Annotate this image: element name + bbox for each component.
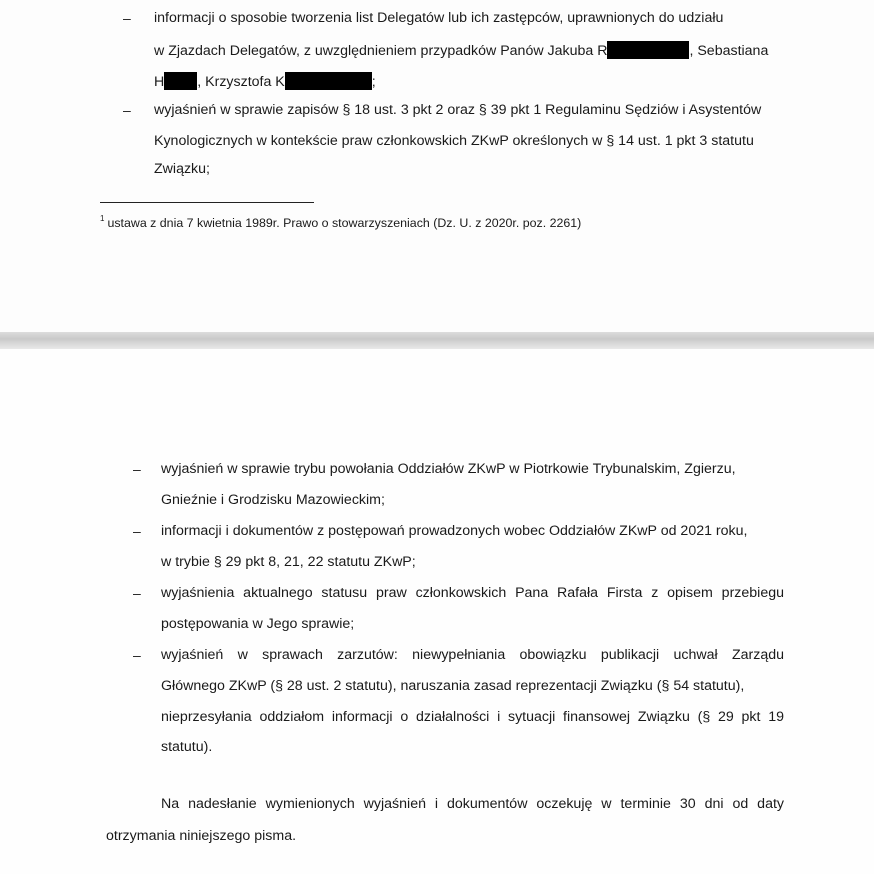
page-gap: [0, 332, 874, 349]
bullet-dash: –: [123, 102, 131, 118]
bullet-dash: –: [133, 647, 141, 663]
text-line: informacji i dokumentów z postępowań prowadzonych wobec Oddziałów ZKwP od 2021 roku,: [161, 523, 748, 539]
text-line: informacji o sposobie tworzenia list Delegatów lub ich zastępców, uprawnionych do udziału: [154, 10, 724, 26]
text-line: Głównego ZKwP (§ 28 ust. 2 statutu), naruszania zasad reprezentacji Związku (§ 54 statutu),: [161, 678, 745, 694]
redaction-block: [607, 41, 689, 59]
text-line: postępowania w Jego sprawie;: [161, 616, 355, 632]
text-line: Kynologicznych w kontekście praw członkowskich ZKwP określonych w § 14 ust. 1 pkt 3 statutu: [154, 133, 754, 149]
text-line: wyjaśnień w sprawach zarzutów: niewypełniania obowiązku publikacji uchwał Zarządu: [161, 647, 784, 663]
redaction-block: [285, 72, 372, 90]
closing-paragraph-line: otrzymania niniejszego pisma.: [106, 828, 297, 844]
text-line: wyjaśnień w sprawie trybu powołania Oddziałów ZKwP w Piotrkowie Trybunalskim, Zgierzu,: [161, 461, 736, 477]
closing-paragraph-line: Na nadesłanie wymienionych wyjaśnień i dokumentów oczekuję w terminie 30 dni od daty: [161, 796, 784, 812]
footnote-text: ustawa z dnia 7 kwietnia 1989r. Prawo o stowarzyszeniach (Dz. U. z 2020r. poz. 2261): [107, 216, 582, 230]
bullet-dash: –: [133, 461, 141, 477]
text-line: wyjaśnienia aktualnego statusu praw członkowskich Pana Rafała Firsta z opisem przebiegu: [161, 585, 784, 601]
footnote: [100, 214, 581, 230]
text-line: wyjaśnień w sprawie zapisów § 18 ust. 3 pkt 2 oraz § 39 pkt 1 Regulaminu Sędziów i Asystentów: [154, 102, 762, 118]
text-line: statutu).: [161, 739, 213, 755]
bullet-dash: –: [133, 585, 141, 601]
text-line: Związku;: [154, 161, 210, 177]
text-line: w trybie § 29 pkt 8, 21, 22 statutu ZKwP;: [161, 554, 416, 570]
redaction-block: [164, 72, 197, 90]
text-line: nieprzesyłania oddziałom informacji o działalności i sytuacji finansowej Związku (§ 29 pkt 19: [161, 709, 784, 725]
document-page-top: [0, 0, 874, 332]
text-line: H , Krzysztofa K ;: [154, 74, 376, 90]
bullet-dash: –: [133, 523, 141, 539]
bullet-dash: –: [123, 10, 131, 26]
text-line: Gnieźnie i Grodzisku Mazowieckim;: [161, 492, 385, 508]
text-line: w Zjazdach Delegatów, z uwzględnieniem przypadków Panów Jakuba R , Sebastiana: [154, 43, 769, 59]
footnote-separator: [100, 202, 314, 203]
footnote-marker: 1: [100, 214, 105, 223]
